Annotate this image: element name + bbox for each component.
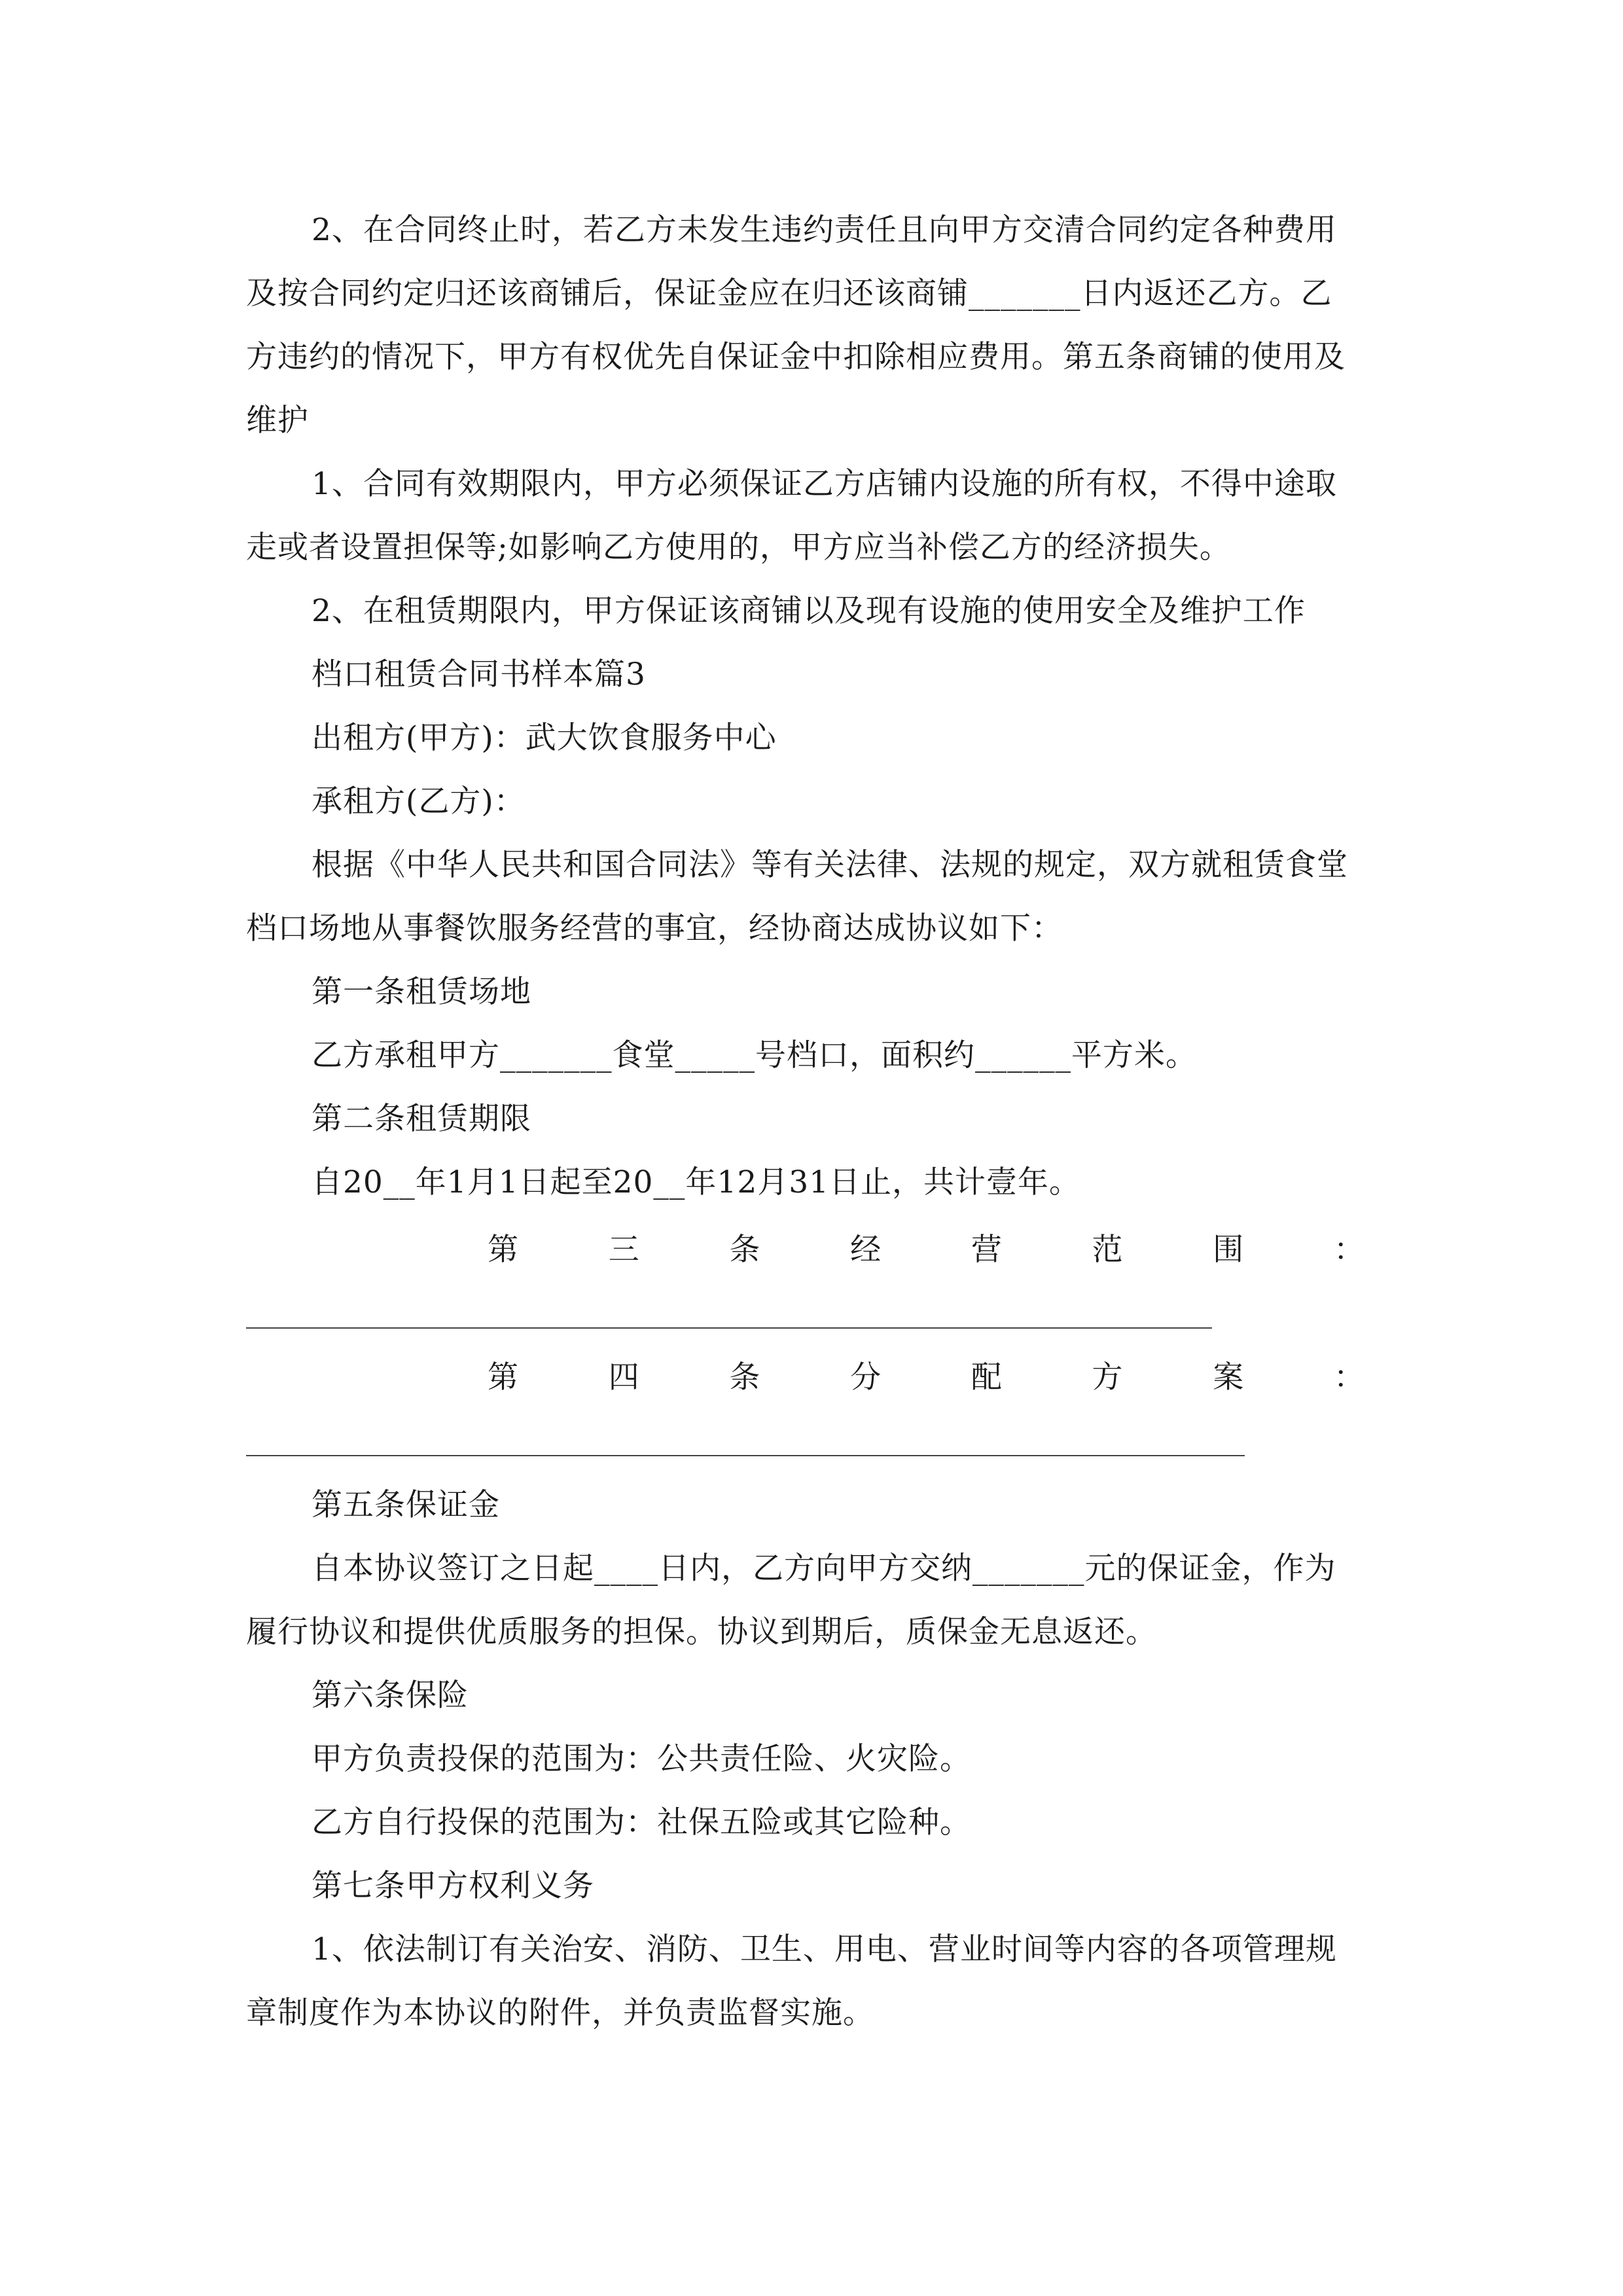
paragraph-line: 章制度作为本协议的附件，并负责监督实施。 [246,1995,874,2031]
heading-char: 三 [608,1232,639,1268]
paragraph-line: 1、依法制订有关治安、消防、卫生、用电、营业时间等内容的各项管理规 [312,1931,1337,1967]
article-heading: 第二条租赁期限 [312,1101,531,1137]
paragraph-line: 1、合同有效期限内，甲方必须保证乙方店铺内设施的所有权，不得中途取 [312,466,1337,502]
heading-char: 配 [971,1359,1002,1395]
heading-char: 条 [729,1232,760,1268]
heading-char: 第 [488,1359,518,1395]
paragraph-line: 自本协议签订之日起____日内，乙方向甲方交纳_______元的保证金，作为 [312,1551,1336,1587]
paragraph-line: 根据《中华人民共和国合同法》等有关法律、法规的规定，双方就租赁食堂 [312,847,1348,883]
paragraph-line: 维护 [246,403,309,439]
heading-char: 经 [850,1232,882,1268]
heading-char: 四 [608,1359,639,1395]
article-3-heading [488,1230,1364,1270]
paragraph-line: 档口场地从事餐饮服务经营的事宜，经协商达成协议如下： [246,910,1063,946]
heading-char: 案 [1213,1359,1244,1395]
heading-char: 围 [1213,1232,1244,1268]
paragraph-line: 2、在合同终止时，若乙方未发生违约责任且向甲方交清合同约定各种费用 [312,212,1337,248]
blank-underline [246,1327,1212,1329]
heading-char: ： [1333,1232,1364,1268]
paragraph-line: 自20__年1月1日起至20__年12月31日止，共计壹年。 [312,1164,1081,1200]
article-heading: 第六条保险 [312,1677,469,1713]
article-heading: 第一条租赁场地 [312,974,531,1010]
paragraph-line: 方违约的情况下，甲方有权优先自保证金中扣除相应费用。第五条商铺的使用及 [246,339,1346,375]
paragraph-line: 乙方承租甲方_______食堂_____号档口，面积约______平方米。 [312,1037,1197,1073]
heading-char: 第 [488,1232,518,1268]
paragraph-line: 甲方负责投保的范围为：公共责任险、火灾险。 [312,1741,971,1777]
blank-underline [246,1455,1245,1456]
paragraph-line: 履行协议和提供优质服务的担保。协议到期后，质保金无息返还。 [246,1614,1157,1650]
heading-char: 条 [729,1359,760,1395]
section-title: 档口租赁合同书样本篇3 [312,656,646,692]
lessor-line: 出租方(甲方)：武大饮食服务中心 [312,720,777,756]
heading-char: 分 [850,1359,882,1395]
article-heading: 第五条保证金 [312,1487,500,1523]
heading-char: 范 [1092,1232,1123,1268]
article-heading: 第七条甲方权利义务 [312,1868,594,1904]
lessee-line: 承租方(乙方)： [312,783,526,819]
heading-char: 方 [1092,1359,1123,1395]
article-4-heading [488,1358,1364,1397]
paragraph-line: 乙方自行投保的范围为：社保五险或其它险种。 [312,1804,971,1840]
heading-char: ： [1333,1359,1364,1395]
paragraph-line: 及按合同约定归还该商铺后，保证金应在归还该商铺_______日内返还乙方。乙 [246,276,1332,312]
heading-char: 营 [971,1232,1002,1268]
paragraph-line: 走或者设置担保等;如影响乙方使用的，甲方应当补偿乙方的经济损失。 [246,529,1231,565]
paragraph-line: 2、在租赁期限内，甲方保证该商铺以及现有设施的使用安全及维护工作 [312,593,1306,629]
